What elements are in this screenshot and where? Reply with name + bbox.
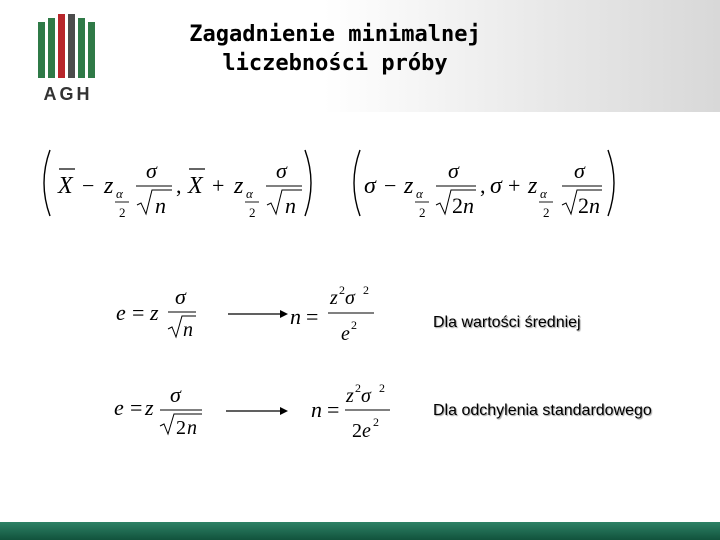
svg-text:n: n (311, 397, 322, 422)
sample-size-formula-mean (290, 283, 374, 345)
arrow-right-icon (226, 407, 288, 415)
svg-text:n: n (187, 417, 197, 439)
svg-text:σ: σ (490, 173, 502, 199)
svg-text:z: z (404, 173, 414, 199)
svg-text:X: X (188, 173, 203, 199)
svg-text:σ: σ (146, 158, 157, 183)
title-line-1: Zagadnienie minimalnej (189, 22, 481, 47)
svg-text:α: α (116, 186, 123, 201)
svg-text:n: n (285, 193, 296, 218)
svg-text:2: 2 (351, 318, 357, 332)
svg-text:σ: σ (170, 382, 181, 407)
arrow-right-icon (228, 310, 288, 318)
svg-text:=: = (130, 395, 143, 420)
svg-text:α: α (416, 186, 423, 201)
svg-text:z: z (104, 173, 114, 199)
svg-text:,: , (176, 173, 182, 198)
footer-bar (0, 522, 720, 540)
svg-text:σ: σ (361, 385, 371, 407)
error-formula-std (114, 382, 202, 439)
interval-mean-formula (44, 150, 311, 220)
svg-text:z: z (234, 173, 244, 199)
svg-text:n: n (183, 319, 193, 341)
logo-text: AGH (43, 84, 93, 104)
svg-text:2: 2 (249, 205, 256, 220)
svg-text:σ: σ (276, 158, 287, 183)
svg-text:n: n (463, 193, 474, 218)
svg-text:+: + (212, 173, 225, 198)
description-std: Dla odchylenia standardowego (433, 402, 652, 419)
svg-text:z: z (528, 173, 538, 199)
svg-text:2: 2 (352, 420, 362, 442)
svg-text:n: n (290, 304, 301, 329)
svg-text:e: e (114, 395, 124, 420)
svg-text:e: e (362, 420, 371, 442)
svg-text:=: = (327, 397, 340, 422)
svg-text:z: z (346, 385, 354, 407)
svg-text:n: n (589, 193, 600, 218)
svg-text:σ: σ (574, 158, 585, 183)
svg-text:σ: σ (448, 158, 459, 183)
svg-text:n: n (155, 193, 166, 218)
svg-text:2: 2 (363, 283, 369, 297)
svg-text:2: 2 (379, 381, 385, 395)
svg-text:=: = (306, 304, 319, 329)
svg-text:−: − (384, 173, 397, 198)
svg-text:z: z (330, 287, 338, 309)
svg-text:X: X (58, 173, 73, 199)
svg-text:σ: σ (345, 287, 355, 309)
svg-text:σ: σ (175, 284, 186, 309)
error-formula-mean (116, 284, 196, 341)
interval-std-formula (354, 150, 614, 220)
description-mean: Dla wartości średniej (433, 314, 581, 331)
svg-text:,: , (480, 173, 486, 198)
svg-text:e: e (341, 323, 350, 345)
svg-text:α: α (246, 186, 253, 201)
svg-text:2: 2 (176, 417, 186, 439)
svg-text:=: = (132, 300, 145, 325)
svg-text:z: z (150, 300, 159, 325)
svg-text:α: α (540, 186, 547, 201)
svg-text:2: 2 (543, 205, 550, 220)
svg-text:2: 2 (355, 381, 361, 395)
svg-text:2: 2 (419, 205, 426, 220)
svg-text:2: 2 (119, 205, 126, 220)
svg-text:2: 2 (578, 193, 589, 218)
svg-text:e: e (116, 300, 126, 325)
svg-text:2: 2 (373, 415, 379, 429)
sample-size-formula-std (311, 381, 390, 442)
svg-text:2: 2 (339, 283, 345, 297)
svg-text:2: 2 (452, 193, 463, 218)
svg-text:−: − (82, 173, 95, 198)
title-line-2: liczebności próby (222, 51, 448, 76)
svg-text:σ: σ (364, 173, 376, 199)
svg-text:+: + (508, 173, 521, 198)
svg-text:z: z (145, 395, 154, 420)
